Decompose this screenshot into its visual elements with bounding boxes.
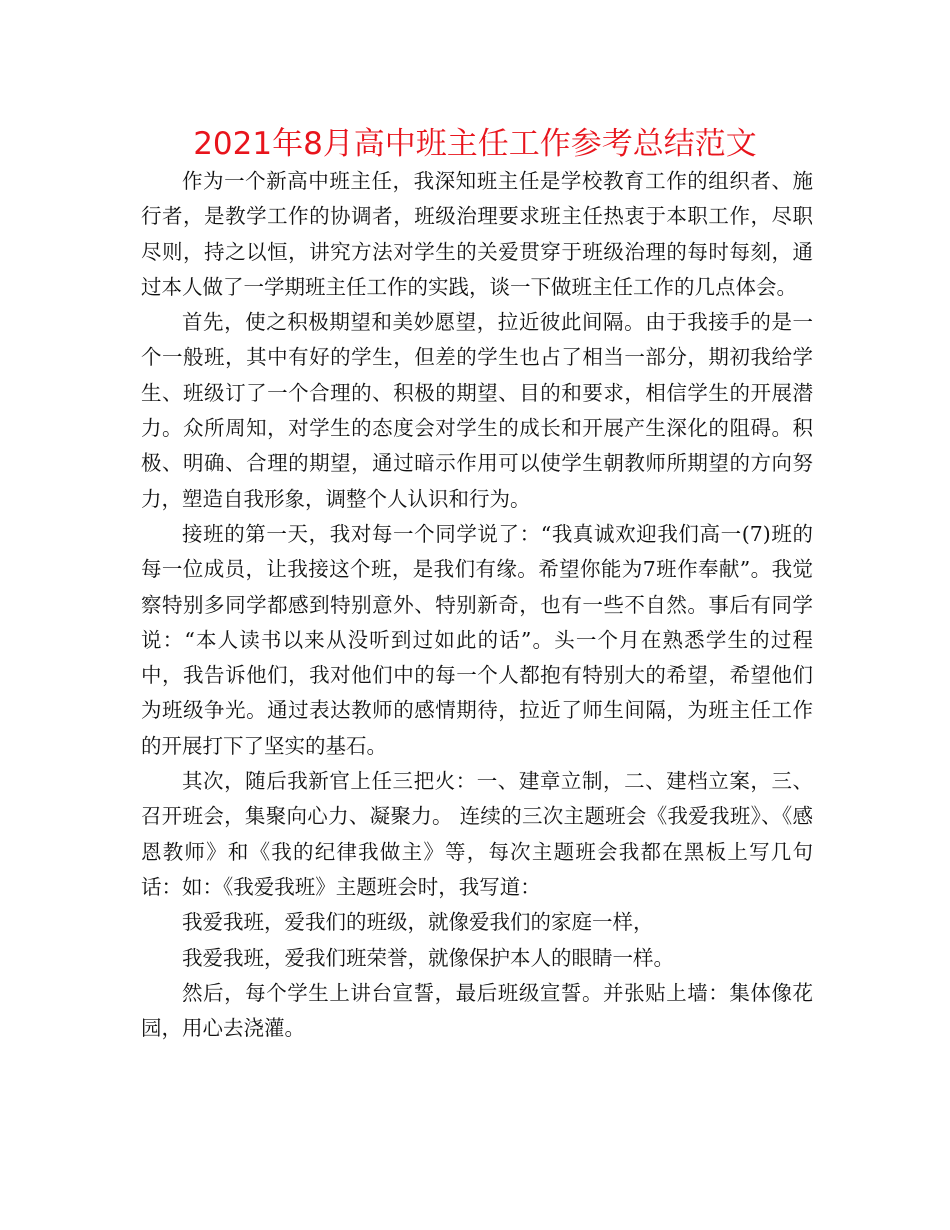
paragraph: 我爱我班，爱我们的班级，就像爱我们的家庭一样，: [182, 910, 654, 935]
paragraph: 接班的第一天，我对每一个同学说了：“我真诚欢迎我们高一(7)班的每一位成员，让我接这个班，是我们有缘。希望你能为7班作奉献”。我觉察特别多同学都感到特别意外、特别新奇，也有一些不自然。事后有同学说：“本人读书以来从没听到过如此的话”。头一个月在熟悉学生的过程中，我告诉他们，我对他们中的每一个人都抱有特别大的希望，希望他们为班级争光。通过表达教师的感情期待，拉近了师生间隔，为班主任工作的开展打下了坚实的基石。: [141, 521, 813, 758]
paragraph: 首先，使之积极期望和美妙愿望，拉近彼此间隔。由于我接手的是一个一般班，其中有好的学生，但差的学生也占了相当一部分，期初我给学生、班级订了一个合理的、积极的期望、目的和要求，相信学生的开展潜力。众所周知，对学生的态度会对学生的成长和开展产生深化的阻碍。积极、明确、合理的期望，通过暗示作用可以使学生朝教师所期望的方向努力，塑造自我形象，调整个人认识和行为。: [141, 310, 813, 511]
paragraph: 作为一个新高中班主任，我深知班主任是学校教育工作的组织者、施行者，是教学工作的协调者，班级治理要求班主任热衷于本职工作，尽职尽则，持之以恒，讲究方法对学生的关爱贯穿于班级治理的每时每刻，通过本人做了一学期班主任工作的实践，谈一下做班主任工作的几点体会。: [141, 169, 813, 299]
paragraph: 其次，随后我新官上任三把火：一、建章立制，二、建档立案，三、召开班会，集聚向心力、凝聚力。 连续的三次主题班会《我爱我班》、《感恩教师》和《我的纪律我做主》等，每次主题班会我都在黑板上写几句话：如：《我爱我班》主题班会时，我写道：: [141, 769, 813, 899]
paragraph: 然后，每个学生上讲台宣誓，最后班级宣誓。并张贴上墙：集体像花园，用心去浇灌。: [141, 980, 813, 1041]
paragraph: 我爱我班，爱我们班荣誉，就像保护本人的眼睛一样。: [182, 945, 674, 970]
document-body: [141, 164, 813, 1046]
document-title: 2021年8月高中班主任工作参考总结范文: [193, 126, 757, 162]
